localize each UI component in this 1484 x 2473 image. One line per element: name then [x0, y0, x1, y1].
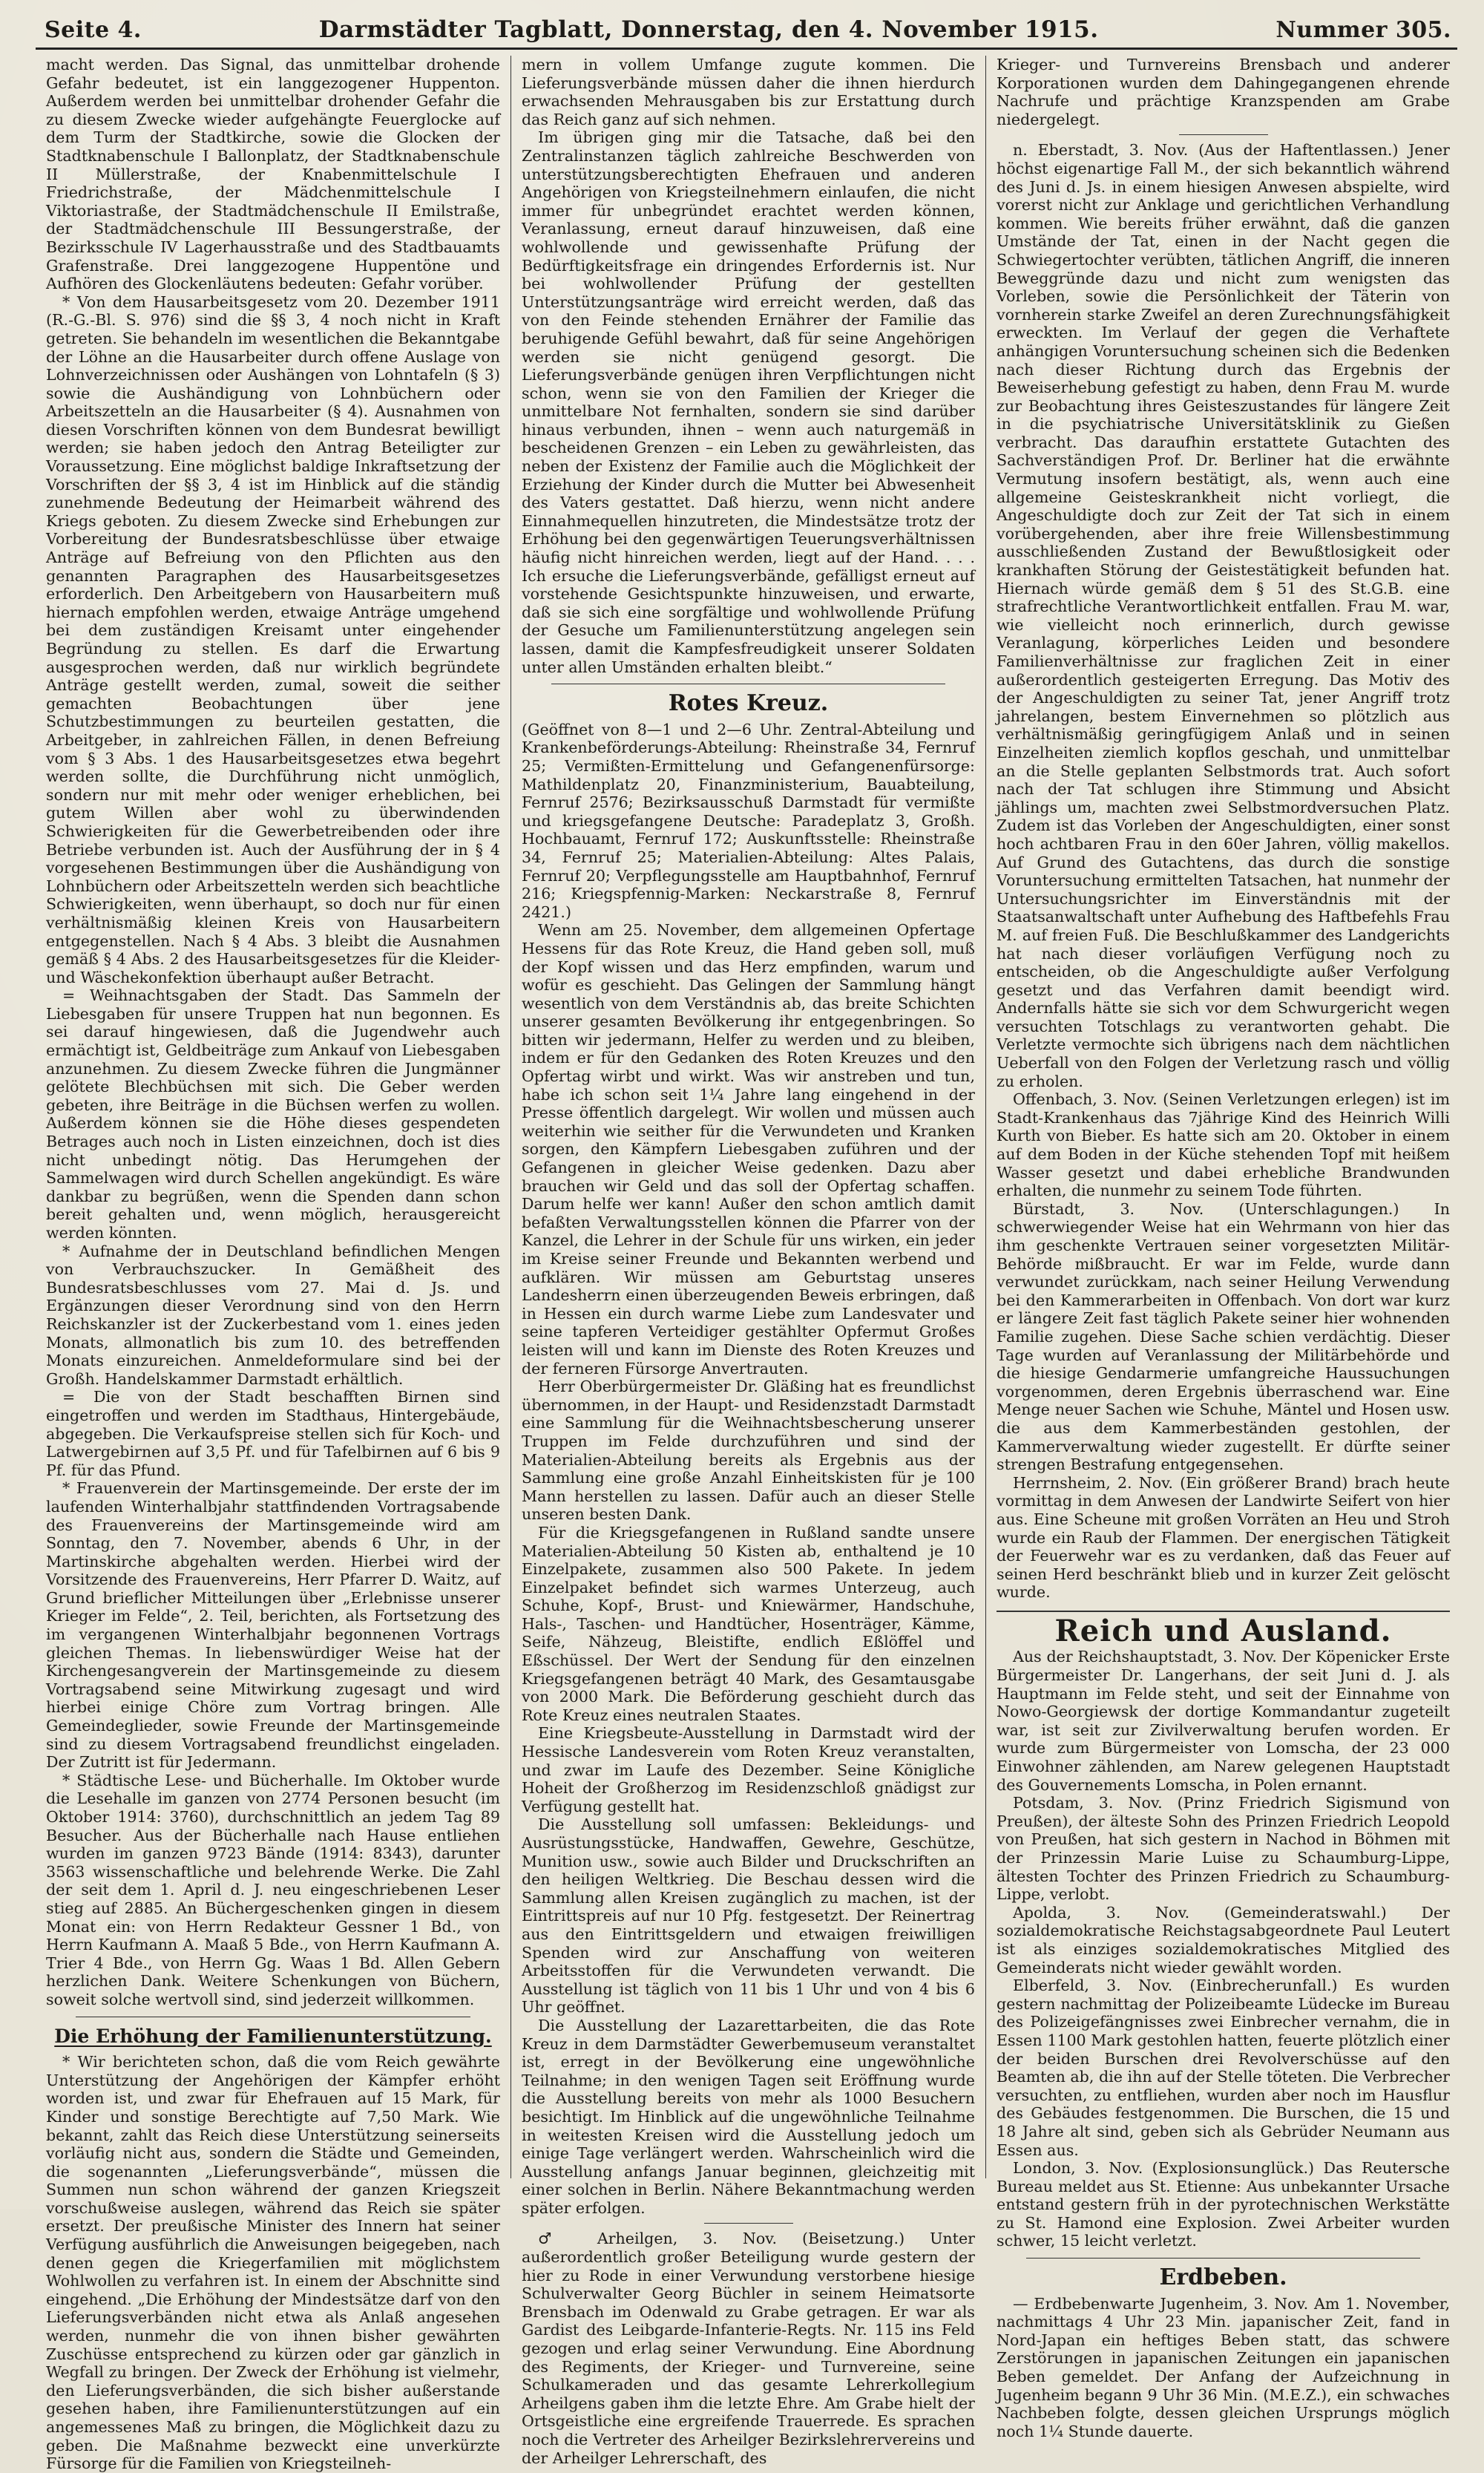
article-weihnachtsbescherung: Herr Oberbürgermeister Dr. Gläßing hat es freundlichst übernommen, in der Haupt- und Residenzstadt Darmstadt eine Sammlung für die Weihnachtsbescherung unserer Truppen im Felde durchzuführen und sind der Materialien-Abteilung bereits als Ergebnis aus der Sammlung eine große Anzahl Einheitskisten für je 100 Mann herstellen zu lassen. Dafür auch an dieser Stelle unseren besten Dank.	[522, 1378, 975, 1524]
article-hausarbeitsgesetz: * Von dem Hausarbeitsgesetz vom 20. Dezember 1911 (R.-G.-Bl. S. 976) sind die §§ 3, 4 noch nicht in Kraft getreten. Sie behandeln im wesentlichen die Bekanntgabe der Löhne an die Hausarbeiter durch offene Auslage von Lohnverzeichnissen oder Aushängen von Lohntafeln (§ 3) sowie die Aushändigung von Lohnbüchern oder Arbeitszetteln an die Hausarbeiter (§ 4). Ausnahmen von diesen Vorschriften können von dem Bundesrat bewilligt werden; sie haben jedoch den Antrag Beteiligter zur Voraussetzung. Eine möglichst baldige Inkraftsetzung der Vorschriften der §§ 3, 4 ist im Hinblick auf die ständig zunehmende Bedeutung der Heimarbeit während des Kriegs geboten. Zu diesem Zwecke sind Erhebungen zur Vorbereitung der Bundesratsbeschlüsse über etwaige Anträge auf Befreiung von den Pflichten aus den genannten Paragraphen des Hausarbeitsgesetzes erforderlich. Den Arbeitgebern von Hausarbeitern muß hiernach empfohlen werden, etwaige Anträge umgehend bei dem zuständigen Kreisamt unter eingehender Begründung zu stellen. Es darf die Erwartung ausgesprochen werden, daß nur wirklich begründete Anträge gestellt werden, zumal, soweit die seither gemachten Beobachtungen über jene Schutzbestimmungen zu beurteilen gestatten, die Arbeitgeber, in zahlreichen Fällen, in denen Befreiung vom § 3 Abs. 1 des Hausarbeitsgesetzes etwa begehrt werden sollte, die Durchführung nicht unmöglich, sondern nur mit mehr oder weniger erheblichen, bei gutem Willen aber wohl zu überwindenden Schwierigkeiten für die Gewerbetreibenden oder ihre Betriebe verbunden ist. Auch der Ausführung der in § 4 vorgesehenen Bestimmungen über die Aushändigung von Lohnbüchern oder Arbeitszetteln werden sich beachtliche Schwierigkeiten, wenn überhaupt, so doch nur für einen verhältnismäßig kleinen Kreis von Hausarbeitern entgegenstellen. Nach § 4 Abs. 3 bleibt die Ausnahmen gemäß § 4 Abs. 2 des Hausarbeitsgesetzes für die Kleider- und Wäschekonfektion überhaupt außer Betracht.	[46, 292, 500, 986]
divider	[1026, 2258, 1420, 2259]
article-text: Im übrigen ging mir die Tatsache, daß bei den Zentralinstanzen täglich zahlreiche Beschwerden von unterstützungsberechtigten Ehefrauen und anderen Angehörigen von Kriegsteilnehmern einlaufen, die nicht immer für unbegründet erachtet werden können, Veranlassung, erneut darauf hinzuweisen, daß eine wohlwollende und gewissenhafte Prüfung der Bedürftigkeitsfrage ein dringendes Erfordernis ist. Nur bei wohlwollender Prüfung der gestellten Unterstützungsanträge wird erreicht werden, daß das von den Feinde stehenden Ernährer der Familie das beruhigende Gefühl bewahrt, daß für seine Angehörigen werden sie nicht genügend gesorgt. Die Lieferungsverbände genügen ihren Verpflichtungen nicht schon, wenn sie von den Familien der Krieger die unmittelbare Not fernhalten, sondern sie sind darüber hinaus verbunden, ihnen – wenn auch naturgemäß in bescheidenen Grenzen – ein Leben zu gewährleisten, das neben der Existenz der Familie auch die Möglichkeit der Erziehung der Kinder durch die Mutter bei Abwesenheit des Vaters gestattet. Daß hierzu, wenn nicht andere Einnahmequellen hinzutreten, die Mindestsätze trotz der Erhöhung bei den gegenwärtigen Teuerungsverhältnissen häufig nicht hinreichen werden, liegt auf der Hand. . . . Ich ersuche die Lieferungsverbände, gefälligst erneut auf vorstehende Gesichtspunkte hinzuweisen, und erwarte, daß sie sich eine sorgfältige und wohlwollende Prüfung der Gesuche um Familienunterstützung angelegen sein lassen, damit die Kampfesfreudigkeit unserer Soldaten unter allen Umständen erhalten bleibt.“	[522, 128, 975, 676]
headline-rotes-kreuz: Rotes Kreuz.	[668, 690, 829, 717]
article-kriegsbeute: Eine Kriegsbeute-Ausstellung in Darmstadt wird der Hessische Landesverein vom Roten Kreuz veranstalten, und zwar im Laufe des Dezember. Seine Königliche Hoheit der Großherzog im Residenzschloß gnädigst zur Verfügung gestellt hat.	[522, 1724, 975, 1815]
article-weihnachtsgaben: = Weihnachtsgaben der Stadt. Das Sammeln der Liebesgaben für unsere Truppen hat nun begonnen. Es sei darauf hingewiesen, daß die Jugendwehr auch ermächtigt ist, Geldbeiträge zum Ankauf von Liebesgaben anzunehmen. Zu diesem Zwecke führen die Jungmänner gelötete Blechbüchsen mit sich. Die Geber werden gebeten, ihre Beiträge in die Büchsen werfen zu wollen. Außerdem können sie die Höhe dieses gespendeten Betrages auch noch in Listen einzeichnen, doch ist dies nicht unbedingt nötig. Das Herumgehen der Sammelwagen wird durch Schellen angekündigt. Es wäre dankbar zu begrüßen, wenn die Spenden dann schon bereit gehalten und, wenn möglich, herausgereicht werden könnten.	[46, 986, 500, 1242]
article-potsdam: Potsdam, 3. Nov. (Prinz Friedrich Sigismund von Preußen), der älteste Sohn des Prinzen Friedrich Leopold von Preußen, hat sich gestern in Nachod in Böhmen mit der Prinzessin Marie Luise zu Schaumburg-Lippe, ältesten Tochter des Prinzen Friedrich zu Schaumburg-Lippe, verlobt.	[997, 1794, 1450, 1904]
column-3	[985, 56, 1460, 2440]
article-apolda: Apolda, 3. Nov. (Gemeinderatswahl.) Der sozialdemokratische Reichstagsabgeordnete Paul Leutert ist als einziges sozialdemokratisches Mitglied des Gemeinderats nicht wieder gewählt worden.	[997, 1903, 1450, 1976]
article-kriegsgefangene: Für die Kriegsgefangenen in Rußland sandte unsere Materialien-Abteilung 50 Kisten ab, enthaltend je 10 Einzelpakete, zusammen also 500 Pakete. In jedem Einzelpaket befindet sich warmes Unterzeug, auch Schuhe, Kopf-, Brust- und Kniewärmer, Handschuhe, Hals-, Taschen- und Handtücher, Hosenträger, Kämme, Seife, Nähzeug, Bleistifte, endlich Eßlöffel und Eßschüssel. Der Wert der Sendung für den einzelnen Kriegsgefangenen beträgt 40 Mark, des Gesamtausgabe von 2000 Mark. Die Beförderung geschieht durch das Rote Kreuz eines neutralen Staates.	[522, 1523, 975, 1724]
article-eberstadt: n. Eberstadt, 3. Nov. (Aus der Haftentlassen.) Jener höchst eigenartige Fall M., der sich bekanntlich während des Juni d. Js. in einem hiesigen Anwesen abspielte, wird vorerst nicht zur Anklage und gerichtlichen Verhandlung kommen. Wie bereits früher erwähnt, daß die ganzen Umstände der Tat, einen in der Nacht gegen die Schwiegertochter verübten, tätlichen Angriff, die inneren Beweggründe dazu und nicht zum wenigsten das Vorleben, sowie die Persönlichkeit der Täterin von vornherein starke Zweifel an deren Zurechnungsfähigkeit erweckten. Im Verlauf der gegen die Verhaftete anhängigen Voruntersuchung scheinen sich die Bedenken nach dieser Richtung durch das Ergebnis der Beweiserhebung gefestigt zu haben, denn Frau M. wurde zur Beobachtung ihres Geisteszustandes für längere Zeit in die psychiatrische Universitätsklinik zu Gießen verbracht. Das daraufhin erstattete Gutachten des Sachverständigen Prof. Dr. Berliner hat die erwähnte Vermutung insofern bestätigt, als, wenn auch eine allgemeine Geisteskrankheit nicht vorliegt, die Angeschuldigte doch zur Zeit der Tat sich in einem vorübergehenden, aber ihre freie Willensbestimmung ausschließenden Zustand der Bewußtlosigkeit oder krankhaften Störung der Geistestätigkeit befunden hat. Hiernach würde gemäß dem § 51 des St.G.B. eine strafrechtliche Verantwortlichkeit entfallen. Frau M. war, wie vielleicht noch erinnerlich, durch gewisse Veranlagung, körperliches Leiden und besondere Familienverhältnisse zur fraglichen Zeit in einer außerordentlich gesteigerten Erregung. Das Motiv des der Angeschuldigten zu seiner Tat, jener Angriff trotz jahrelangen, bestem Einvernehmen so plötzlich aus verhältnismäßig geringfügigem Anlaß und in seinen Einzelheiten ziemlich kopflos geschah, und unmittelbar an die Stelle geplanten Selbstmords trat. Auch sofort nach der Tat schlugen ihre Stimmung und Absicht jählings um, machten zwei Selbstmordversuchen Platz. Zudem ist das Vorleben der Angeschuldigten, einer sonst hoch achtbaren Frau in den 60er Jahren, völlig makellos. Auf Grund des Gutachtens, das durch die sonstige Voruntersuchung ermittelten Tatsachen, hat nunmehr der Untersuchungsrichter im Einverständnis mit der Staatsanwaltschaft unter Aufhebung des Haftbefehls Frau M. auf freien Fuß. Die Beschlußkammer des Landgerichts hat nach dieser vorläufigen Verfügung noch zu entscheiden, ob die Angeschuldigte außer Verfolgung gesetzt und das Verfahren damit beendigt wird. Andernfalls hätte sie sich vor dem Schwurgericht wegen versuchten Totschlags zu verantworten gehabt. Die Verletzte vermochte sich übrigens nach dem nächtlichen Ueberfall von den Folgen der Verletzung rasch und völlig zu erholen.	[997, 141, 1450, 1090]
article-london: London, 3. Nov. (Explosionsunglück.) Das Reutersche Bureau meldet aus St. Etienne: Aus unbekannter Ursache entstand gestern früh in der pyrotechnischen Werkstätte zu St. Hamond eine Explosion. Zwei Arbeiter wurden schwer, 15 leicht verletzt.	[997, 2159, 1450, 2250]
article-buecherhalle: * Städtische Lese- und Bücherhalle. Im Oktober wurde die Lesehalle im ganzen von 2774 Personen besucht (im Oktober 1914: 3760), durchschnittlich an jedem Tag 89 Besucher. Aus der Bücherhalle nach Hause entliehen wurden im ganzen 9723 Bände (1914: 8343), darunter 3563 wissenschaftliche und belehrende Werke. Die Zahl der seit dem 1. April d. J. neu eingeschriebenen Leser stieg auf 2885. An Büchergeschenken gingen in diesem Monat ein: von Herrn Redakteur Gessner 1 Bd., von Herrn Kaufmann A. Maaß 5 Bde., von Herrn Kaufmann A. Trier 4 Bde., von Herrn Gg. Waas 1 Bd. Allen Gebern herzlichen Dank. Weitere Schenkungen von Büchern, soweit solche wertvoll sind, sind jederzeit willkommen.	[46, 1771, 500, 2008]
article-birnen: = Die von der Stadt beschafften Birnen sind eingetroffen und werden im Stadthaus, Hintergebäude, abgegeben. Die Verkaufspreise stellen sich für Koch- und Latwergebirnen auf 3,5 Pf. und für Tafelbirnen auf 6 bis 9 Pf. für das Pfund.	[46, 1388, 500, 1479]
article-offenbach: Offenbach, 3. Nov. (Seinen Verletzungen erlegen) ist im Stadt-Krankenhaus das 7jährige Kind des Heinrich Willi Kurth von Bieber. Es hatte sich am 20. Oktober in einem auf dem Boden in der Küche stehenden Topf mit heißem Wasser gesetzt und dabei erhebliche Brandwunden erhalten, die nunmehr zu seinem Tode führten.	[997, 1090, 1450, 1200]
article-herrnsheim: Herrnsheim, 2. Nov. (Ein größerer Brand) brach heute vormittag in dem Anwesen der Landwirte Seifert von hier aus. Eine Scheune mit großen Vorräten an Heu und Stroh wurde ein Raub der Flammen. Der energischen Tätigkeit der Feuerwehr war es zu verdanken, daß das Feuer auf seinen Herd beschränkt blieb und in kurzer Zeit gelöscht wurde.	[997, 1473, 1450, 1602]
column-2	[510, 56, 985, 2467]
divider	[1179, 134, 1268, 135]
column-1	[36, 56, 510, 2473]
article-verbrauchszucker: * Aufnahme der in Deutschland befindlichen Mengen von Verbrauchszucker. In Gemäßheit des Bundesratsbeschlusses vom 27. Mai d. Js. und Ergänzungen dieser Verordnung sind von den Herrn Reichskanzler ist der Zuckerbestand vom 1. eines jeden Monats, allmonatlich bis zum 10. des betreffenden Monats einzureichen. Anmeldeformulare sind bei der Großh. Handelskammer Darmstadt erhältlich.	[46, 1242, 500, 1388]
divider	[997, 1611, 1450, 1612]
article-ausstellung: Die Ausstellung soll umfassen: Bekleidungs- und Ausrüstungsstücke, Handwaffen, Gewehre, Geschütze, Munition usw., sowie auch Bilder und Druckschriften an den heiligen Weltkrieg. Die Beschau dessen wird die Sammlung allen Kreisen zugänglich zu machen, ist der Eintrittspreis auf nur 10 Pfg. festgesetzt. Der Reinertrag aus den Eintrittsgeldern und etwaigen freiwilligen Spenden wird zur Anschaffung von weiteren Arbeitsstoffen für die Verwundeten verwandt. Die Ausstellung ist täglich von 11 bis 1 Uhr und von 4 bis 6 Uhr geöffnet.	[522, 1815, 975, 2017]
article-familienunterstuetzung: * Wir berichteten schon, daß die vom Reich gewährte Unterstützung der Angehörigen der Kämpfer erhöht worden ist, und zwar für Ehefrauen auf 15 Mark, für Kinder und sonstige Berechtigte auf 7,50 Mark. Wie bekannt, zahlt das Reich diese Unterstützung seinerseits vorläufig nicht aus, sondern die Städte und Gemeinden, die sogenannten „Lieferungsverbände“, müssen die Summen nun schon während der ganzen Kriegszeit vorschußweise auslegen, während das Reich sie später ersetzt. Der preußische Minister des Innern hat seiner Verfügung ausführlich die Anweisungen beigegeben, nach denen gegen die Kriegerfamilien mit möglichstem Wohlwollen zu verfahren ist. In einem der Abschnitte sind eingehend. „Die Erhöhung der Mindestsätze darf von den Lieferungsverbänden nicht etwa als Anlaß angesehen werden, nunmehr die von ihnen bisher gewährten Zuschüsse entsprechend zu kürzen oder gar gänzlich in Wegfall zu bringen. Der Zweck der Erhöhung ist vielmehr, den Lieferungsverbänden, die sich bisher außerstande gesehen haben, ihre Familienunterstützungen auf ein angemessenes Maß zu bringen, die Möglichkeit dazu zu geben. Die Maßnahme bezweckt eine unverkürzte Fürsorge für die Familien von Kriegsteilneh-	[46, 2053, 500, 2473]
paper-title-date: Darmstädter Tagblatt, Donnerstag, den 4. November 1915.	[318, 16, 1099, 43]
article-text: Krieger- und Turnvereins Brensbach und anderer Korporationen wurden dem Dahingegangenen ehrende Nachrufe und prächtige Kranzspenden am Grabe niedergelegt.	[997, 56, 1450, 128]
masthead	[36, 16, 1457, 50]
article-elberfeld: Elberfeld, 3. Nov. (Einbrecherunfall.) Es wurden gestern nachmittag der Polizeibeamte Lüdecke im Bureau des Polizeigefängnisses zwei Einbrecher vernahm, die in Essen 1100 Mark gestohlen hatten, feuerte plötzlich einer der beiden Burschen drei Revolverschüsse auf den Beamten ab, die ihn auf der Stelle töteten. Die Verbrecher versuchten, zu entfliehen, wurden aber noch im Hausflur des Gebäudes festgenommen. Die Burschen, die 15 und 18 Jahre alt sind, geben sich als Gebrüder Neumann aus Essen aus.	[997, 1976, 1450, 2159]
issue-number: Nummer 305.	[1275, 17, 1451, 43]
columns	[36, 56, 1457, 2473]
headline-familienunterstuetzung: Die Erhöhung der Familienunterstützung.	[54, 2025, 492, 2047]
article-opfertag: Wenn am 25. November, dem allgemeinen Opfertage Hessens für das Rote Kreuz, die Hand geben soll, muß der Kopf wissen und das Herz empfinden, warum und wofür es geschieht. Das Gelingen der Sammlung hängt wesentlich von dem Verständnis ab, das breite Schichten unserer gesamten Bevölkerung ihr entgegenbringen. So bitten wir jedermann, Helfer zu werden und zu bleiben, indem er für den Gedanken des Roten Kreuzes und den Opfertag wirbt und wirkt. Was wir anstreben und tun, habe ich schon seit 1¼ Jahre lang eingehend in der Presse öffentlich dargelegt. Wir wollen und müssen auch weiterhin wie seither für die Verwundeten und Kranken sorgen, den Kämpfern Liebesgaben zuführen und der Gefangenen in gleicher Weise gedenken. Dazu aber brauchen wir Geld und das soll der Opfertag schaffen. Darum helfe wer kann! Außer den schon amtlich damit befaßten Verwaltungsstellen können die Pfarrer von der Kanzel, die Lehrer in der Schule für uns wirken, ein jeder im Kreise seiner Freunde und Bekannten werbend und aufklären. Wir müssen am Geburtstag unseres Landesherrn einen überzeugenden Beweis erbringen, daß in Hessen ein durch warme Liebe zum Landesvater und seine tapferen Verteidiger gestählter Opfermut Großes leisten will und kann im Dienste des Roten Kreuzes und der ferneren Fürsorge Anvertrauten.	[522, 921, 975, 1378]
page-number: Seite 4.	[45, 17, 142, 43]
article-arheilgen: ♂ Arheilgen, 3. Nov. (Beisetzung.) Unter außerordentlich großer Beteiligung wurde gestern der hier zu Rode in einer Verwundung verstorbene hiesige Schulverwalter Georg Büchler in seinem Heimatsorte Brensbach im Odenwald zu Grabe getragen. Er war als Gardist des Leibgarde-Infanterie-Regts. Nr. 115 ins Feld gezogen und erlag seiner Verwundung. Eine Abordnung des Regiments, der Krieger- und Turnvereine, seine Schulkameraden und das gesamte Lehrerkollegium Arheilgens gaben ihm die letzte Ehre. Am Grabe hielt der Ortsgeistliche eine ergreifende Trauerrede. Es sprachen noch die Vertreter des Arheilger Bezirkslehrervereins und der Arheilger Lehrerschaft, des	[522, 2230, 975, 2467]
headline-reich-und-ausland: Reich und Ausland.	[1054, 1613, 1392, 1648]
article-erdbeben: — Erdbebenwarte Jugenheim, 3. Nov. Am 1. November, nachmittags 4 Uhr 23 Min. japanischer Zeit, fand in Nord-Japan ein heftiges Beben statt, das schwere Zerstörungen in japanischen Zeitungen ein japanischen Beben gemeldet. Der Anfang der Aufzeichnung in Jugenheim begann 9 Uhr 36 Min. (M.E.Z.), ein schwaches Nachbeben folgte, dessen gleichen Ursprungs möglich noch 1¼ Stunde dauerte.	[997, 2294, 1450, 2440]
article-frauenverein: * Frauenverein der Martinsgemeinde. Der erste der im laufenden Winterhalbjahr stattfindenden Vortragsabende des Frauenvereins der Martinsgemeinde wird am Sonntag, den 7. November, abends 6 Uhr, in der Martinskirche abgehalten werden. Hierbei wird der Vorsitzende des Frauenvereins, Herr Pfarrer D. Waitz, auf Grund brieflicher Mitteilungen über „Erlebnisse unserer Krieger im Felde“, 2. Teil, berichten, als Fortsetzung des im vergangenen Winterhalbjahr begonnenen Vortrags gleichen Themas. In liebenswürdiger Weise hat der Kirchengesangverein der Martinsgemeinde zu diesem Vortragsabend seine Mitwirkung zugesagt und wird hierbei einige Chöre zum Vortrag bringen. Alle Gemeindeglieder, sowie Freunde der Martinsgemeinde sind zu diesem Vortragsabend freundlichst eingeladen. Der Zutritt ist für Jedermann.	[46, 1479, 500, 1772]
article-buerstadt: Bürstadt, 3. Nov. (Unterschlagungen.) In schwerwiegender Weise hat ein Wehrmann von hier das ihm geschenkte Vertrauen seiner vorgesetzten Militär-Behörde mißbraucht. Er war im Felde, wurde dann verwundet zurückkam, nach seiner Heilung Verwendung bei den Kammerarbeiten in Offenbach. Von dort war kurz er längere Zeit fast täglich Pakete seiner hier wohnenden Familie zugehen. Diese Sache schien verdächtig. Dieser Tage wurden auf Veranlassung der Militärbehörde und die hiesige Gendarmerie umfangreiche Haussuchungen vorgenommen, deren Ergebnis überraschend war. Eine Menge neuer Sachen wie Schuhe, Mäntel und Hosen usw. die aus dem Kammerbeständen gestohlen, der Kammerverwaltung wieder zugestellt. Er dürfte seiner strengen Bestrafung entgegensehen.	[997, 1199, 1450, 1474]
article-text: macht werden. Das Signal, das unmittelbar drohende Gefahr bedeutet, ist ein langgezogener Huppenton. Außerdem werden bei unmittelbar drohender Gefahr die zu diesem Zwecke wieder aufgehängte Feuerglocke auf dem Turm der Stadtkirche, sowie die Glocken der Stadtknabenschule I Ballonplatz, der Stadtknabenschule II Müllerstraße, der Knabenmittelschule I Friedrichstraße, der Mädchenmittelschule I Viktoriastraße, der Stadtmädchenschule II Emilstraße, der Stadtmädchenschule III Bessungerstraße, der Bezirksschule IV Lagerhausstraße und des Stadtbauamts Grafenstraße. Drei langgezogene Huppentöne und Aufhören des Glockenläutens bedeuten: Gefahr vorüber.	[46, 56, 500, 293]
headline-erdbeben: Erdbeben.	[1159, 2264, 1287, 2291]
rotes-kreuz-info: (Geöffnet von 8—1 und 2—6 Uhr. Zentral-Abteilung und Krankenbeförderungs-Abteilung: Rheinstraße 34, Fernruf 25; Vermißten-Ermittelung und Gefangenenfürsorge: Mathildenplatz 20, Finanzministerium, Bauabteilung, Fernruf 2576; Bezirksausschuß Darmstadt für vermißte und kriegsgefangene Deutsche: Paradeplatz 3, Großh. Hochbauamt, Fernruf 172; Auskunftsstelle: Rheinstraße 34, Fernruf 25; Materialien-Abteilung: Altes Palais, Fernruf 20; Verpflegungsstelle am Hauptbahnhof, Fernruf 216; Kriegspfennig-Marken: Neckarstraße 8, Fernruf 2421.)	[522, 720, 975, 921]
divider	[704, 2223, 793, 2224]
article-lazarettarbeiten: Die Ausstellung der Lazarettarbeiten, die das Rote Kreuz in dem Darmstädter Gewerbemuseum veranstaltet ist, erregt in der Bevölkerung eine ungewöhnliche Teilnahme; in den wenigen Tagen seit Eröffnung wurde die Ausstellung bereits von mehr als 1000 Besuchern besichtigt. Im Hinblick auf die ungewöhnliche Teilnahme in weitesten Kreisen wird die Ausstellung jedoch um einige Tage verlängert werden. Wahrscheinlich wird die Ausstellung anfangs Januar beginnen, gleichzeitig mit einer solchen in Berlin. Nähere Bekanntmachung werden später erfolgen.	[522, 2016, 975, 2217]
article-text: mern in vollem Umfange zugute kommen. Die Lieferungsverbände müssen daher die ihnen hierdurch erwachsenden Mehrausgaben bis zur Erstattung durch das Reich ganz auf sich nehmen.	[522, 56, 975, 128]
article-reichshauptstadt: Aus der Reichshauptstadt, 3. Nov. Der Köpenicker Erste Bürgermeister Dr. Langerhans, der seit Juni d. J. als Hauptmann im Felde steht, und seit der Einnahme von Nowo-Georgiewsk der dortige Kommandantur zugeteilt war, ist seit zur Zivilverwaltung berufen worden. Er wurde zum Bürgermeister von Lomscha, der 23 000 Einwohner zählenden, am Narew gelegenen Hauptstadt des Gouvernements Lomscha, in Polen ernannt.	[997, 1648, 1450, 1794]
